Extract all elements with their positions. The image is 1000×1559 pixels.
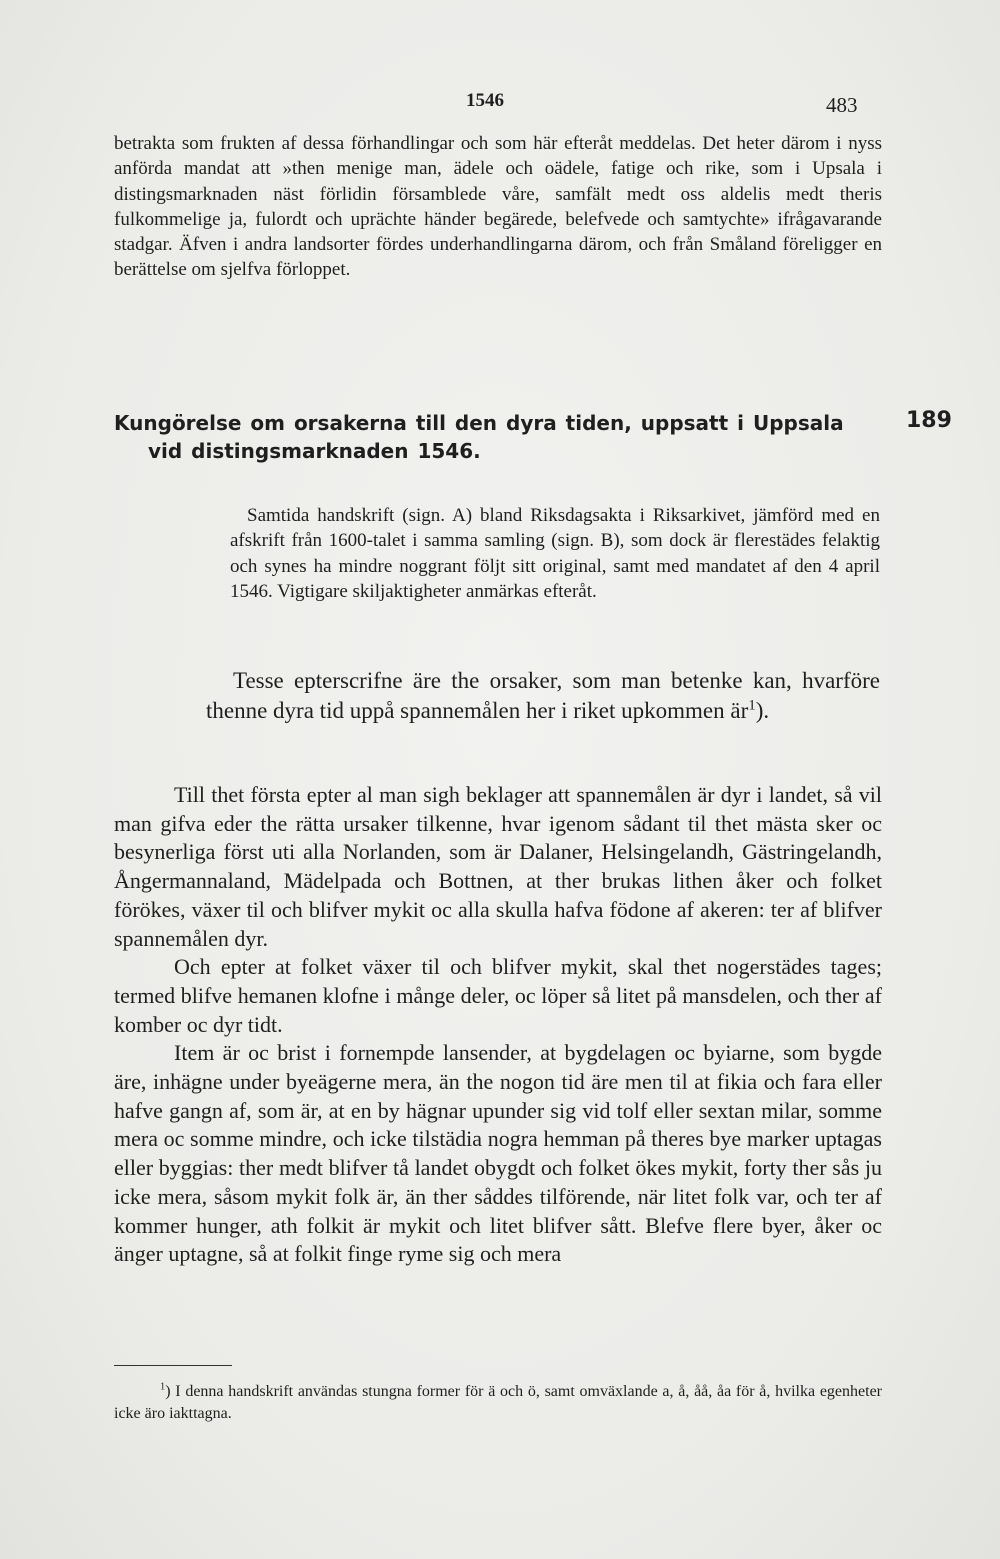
footnote-reference: 1 — [748, 696, 756, 713]
intro-paragraph: betrakta som frukten af dessa förhandlingar och som här efteråt meddelas. Det heter därom i nyss anförda mandat att »then menige man, ädele och oädele, fatige och rike, som i Upsala i distingsmarknaden näst förlidin församblede våre, samfält medt oss aldelis medt theris fulkommelige ja, fulordt och uprächte händer begärede, belefvede och samtychte» ifrågavarande stadgar. Äfven i andra landsorter fördes underhandlingarna därom, och från Småland föreligger en berättelse om sjelfva förloppet. — [114, 133, 882, 281]
footnote-divider — [114, 1365, 232, 1366]
body-paragraph: Item är oc brist i fornempde lansender, at bygdelagen oc byiarne, som bygde äre, inhägne under byeägerne mera, än the nogon tid äre men til at fikia och fara eller hafve gangn af, som är, at en by hägnar upunder sig vid tolf eller sextan milar, somme mera oc somme mindre, och icke tilstädia nogra hemman på theres bye marker uptagas eller byggias: ther medt blifver tå landet obygdt och folket ökes mykit, forty ther sås ju icke mera, såsom mykit folk är, än ther såddes tilförende, när litet folk var, och ter af kommer hunger, ath folkit är mykit och litet blifver sått. Blefve flere byer, åker oc änger uptagne, så at folkit finge ryme sig och mera — [114, 1040, 882, 1267]
document-title — [206, 666, 880, 725]
body-paragraph: Till thet första epter al man sigh beklager att spannemålen är dyr i landet, så vil man gifva eder the rätta ursaker tilkenne, hvar igenom sådant til thet mästa sker oc besynerliga först uti alla Norlanden, som är Dalaner, Helsingelandh, Gästringelandh, Ångermannaland, Mädelpada och Bottnen, at ther brukas lithen åker och folket förökes, växer til och blifver mykit oc alla skulla hafva födone af akeren: ter af blifver spannemålen dyr. — [114, 782, 882, 951]
document-number: 189 — [906, 408, 952, 433]
page-number: 483 — [826, 93, 858, 117]
body-text — [114, 781, 882, 1269]
running-header-year: 1546 — [466, 90, 504, 111]
footnote-marker: 1 — [160, 1381, 166, 1393]
document-title-end: ). — [755, 697, 770, 723]
document-title-text: Tesse epterscrifne äre the orsaker, som man betenke kan, hvarföre thenne dyra tid uppå spannemålen her i riket upkommen är — [206, 668, 880, 723]
body-paragraph: Och epter at folket växer til och blifver mykit, skal thet nogerstädes tages; termed blifve hemanen klofne i månge deler, oc löper så litet på mansdelen, och ther af komber oc dyr tidt. — [114, 954, 882, 1037]
section-heading: Kungörelse om orsakerna till den dyra tiden, uppsatt i Uppsala vid distingsmarknaden 1546. — [114, 411, 844, 463]
source-note: Samtida handskrift (sign. A) bland Riksdagsakta i Riksarkivet, jämförd med en afskrift från 1600-talet i samma samling (sign. B), som dock är flerestädes felaktig och synes ha mindre noggrant följt sitt original, samt med mandatet af den 4 april 1546. Vigtigare skiljaktigheter anmärkas efteråt. — [230, 505, 880, 602]
footnote-text: I denna handskrift användas stungna former för ä och ö, samt omväxlande a, å, åå, åa för å, hvilka egenheter icke äro iakttagna. — [114, 1383, 883, 1422]
footnote: $^1$) I denna handskrift användas stungna former för ä och ö, samt omväxlande a, å, åå, åa för å, hvilka egenheter icke äro iakttagna. — [114, 1381, 883, 1422]
